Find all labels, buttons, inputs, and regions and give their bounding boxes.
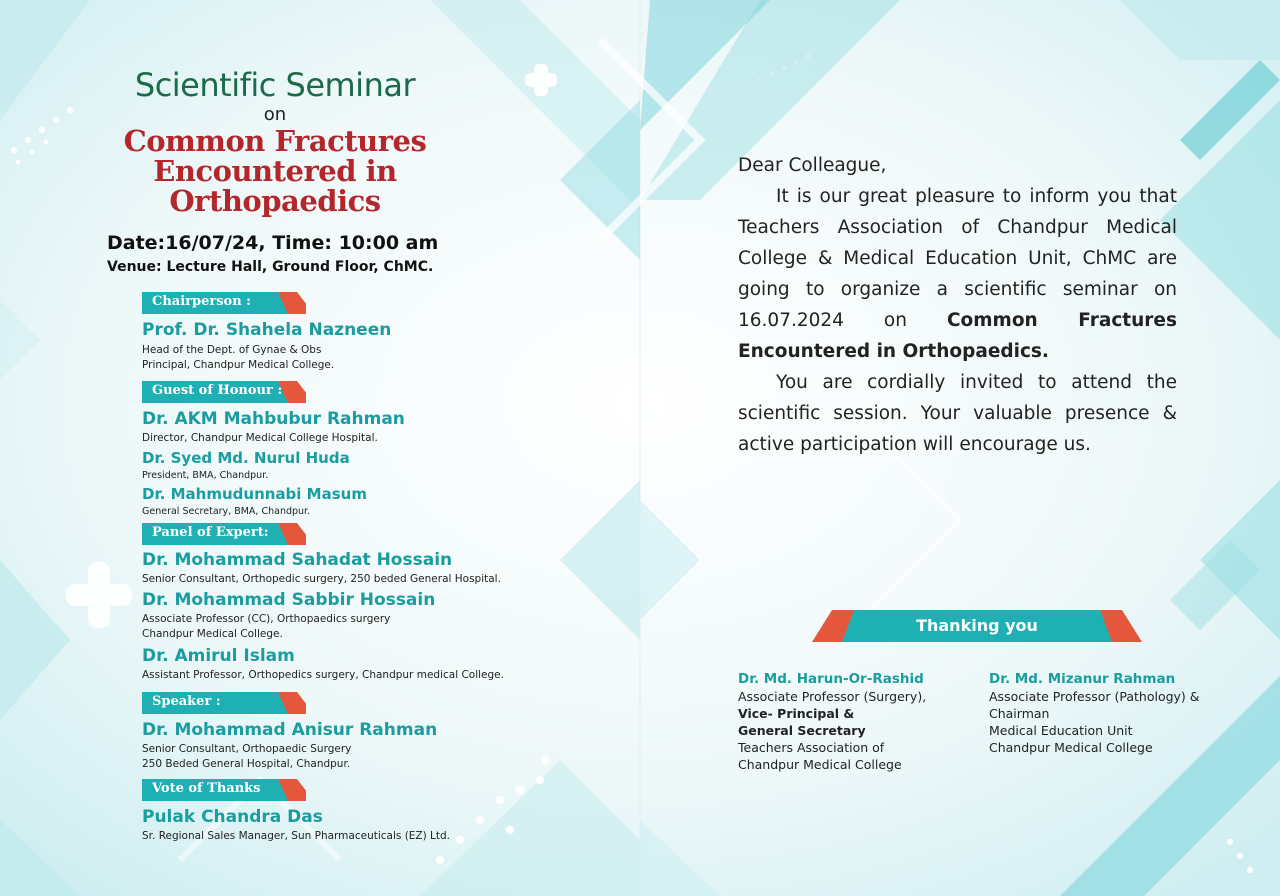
signatory-name: Dr. Md. Harun-Or-Rashid <box>738 671 924 687</box>
guest3-name: Dr. Mahmudunnabi Masum <box>142 485 367 503</box>
guest1-name: Dr. AKM Mahbubur Rahman <box>142 409 405 429</box>
date-time: Date:16/07/24, Time: 10:00 am <box>107 232 439 254</box>
topic-bold: Common Fractures Encountered in Orthopaedics. <box>738 310 1177 362</box>
panel1-name: Dr. Mohammad Sahadat Hossain <box>142 550 453 570</box>
topic-line: Orthopaedics <box>169 184 381 218</box>
thanking-you-banner <box>812 610 1142 642</box>
tag-label: Guest of Honour : <box>152 383 283 398</box>
topic-line: Encountered in <box>153 154 397 188</box>
chair-desc: Head of the Dept. of Gynae & Obs Principal, Chandpur Medical College. <box>142 344 335 371</box>
panel1-desc: Senior Consultant, Orthopedic surgery, 250 beded General Hospital. <box>142 573 501 585</box>
signatory-name: Dr. Md. Mizanur Rahman <box>989 671 1176 687</box>
invitation-letter <box>738 150 1177 460</box>
vote-name: Pulak Chandra Das <box>142 807 323 827</box>
signatory-right: Dr. Md. Mizanur Rahman Associate Professor (Pathology) & Chairman Medical Education Unit Chandpur Medical College <box>989 671 1200 755</box>
greeting: Dear Colleague, <box>738 155 887 176</box>
speaker-name: Dr. Mohammad Anisur Rahman <box>142 720 438 740</box>
seminar-title: Scientific Seminar <box>134 66 416 104</box>
thanking-you-text: Thanking you <box>916 616 1038 635</box>
panel3-name: Dr. Amirul Islam <box>142 646 295 666</box>
speaker-desc: Senior Consultant, Orthopaedic Surgery 250 Beded General Hospital, Chandpur. <box>142 743 352 770</box>
topic-line: Common Fractures <box>123 124 427 158</box>
venue: Venue: Lecture Hall, Ground Floor, ChMC. <box>107 259 434 275</box>
chair-name: Prof. Dr. Shahela Nazneen <box>142 320 392 340</box>
seminar-topic <box>60 126 490 216</box>
tag-label: Panel of Expert: <box>152 525 269 540</box>
signatory-left: Dr. Md. Harun-Or-Rashid Associate Professor (Surgery), Vice- Principal & General Secretary Teachers Association of Chandpur Medical College <box>738 671 927 772</box>
seminar-on: on <box>263 104 287 125</box>
guest2-desc: President, BMA, Chandpur. <box>142 470 269 481</box>
guest2-name: Dr. Syed Md. Nurul Huda <box>142 449 350 467</box>
vote-desc: Sr. Regional Sales Manager, Sun Pharmaceuticals (EZ) Ltd. <box>142 830 451 842</box>
letter-paragraph: You are cordially invited to attend the scientific session. Your valuable presence & active participation will encourage us. <box>738 372 1177 455</box>
panel2-desc: Associate Professor (CC), Orthopaedics surgery Chandpur Medical College. <box>142 613 391 640</box>
tag-label: Chairperson : <box>152 294 251 309</box>
panel2-name: Dr. Mohammad Sabbir Hossain <box>142 590 436 610</box>
guest3-desc: General Secretary, BMA, Chandpur. <box>142 506 311 517</box>
panel3-desc: Assistant Professor, Orthopedics surgery, Chandpur medical College. <box>142 669 504 681</box>
guest1-desc: Director, Chandpur Medical College Hospital. <box>142 432 378 444</box>
tag-label: Speaker : <box>152 694 221 709</box>
letter-paragraph: It is our great pleasure to inform you that Teachers Association of Chandpur Medical College & Medical Education Unit, ChMC are going to organize a scientific seminar on 16.07.2024 on Common Fractures Encountered in Orthopaedics. <box>738 186 1177 362</box>
tag-label: Vote of Thanks <box>152 781 261 796</box>
